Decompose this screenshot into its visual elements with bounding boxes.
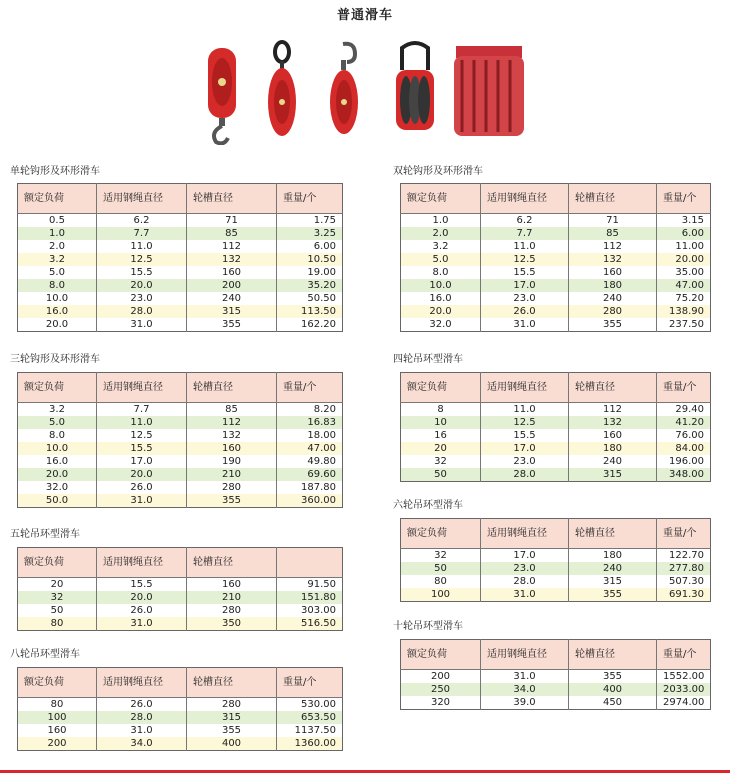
cell: 237.50 [657, 318, 711, 332]
cell: 400 [569, 683, 657, 696]
cell: 8.0 [18, 429, 97, 442]
table-row [18, 240, 343, 253]
cell: 32 [401, 549, 481, 563]
cell: 132 [569, 416, 657, 429]
table-row [401, 227, 711, 240]
cell: 34.0 [481, 683, 569, 696]
section-label-ten: 十轮吊环型滑车 [393, 621, 463, 632]
cell: 691.30 [657, 588, 711, 602]
table-row [18, 416, 343, 429]
cell: 355 [187, 494, 277, 508]
header-cell: 重量/个 [277, 668, 343, 698]
cell: 0.5 [18, 214, 97, 228]
cell: 49.80 [277, 455, 343, 468]
cell: 200 [18, 737, 97, 751]
table-row [401, 588, 711, 602]
table-header-row [18, 548, 343, 578]
hook-pulley-block-image [325, 40, 365, 145]
cell: 160 [187, 442, 277, 455]
cell: 112 [187, 416, 277, 429]
cell: 240 [569, 455, 657, 468]
cell: 132 [569, 253, 657, 266]
table-row [18, 455, 343, 468]
cell: 31.0 [481, 588, 569, 602]
cell: 355 [187, 318, 277, 332]
cell: 355 [569, 588, 657, 602]
table-row [18, 214, 343, 228]
cell: 20 [401, 442, 481, 455]
table-row [401, 305, 711, 318]
cell: 280 [187, 604, 277, 617]
cell: 112 [569, 240, 657, 253]
cell: 6.2 [97, 214, 187, 228]
cell: 180 [569, 279, 657, 292]
cell: 315 [187, 305, 277, 318]
cell: 26.0 [481, 305, 569, 318]
header-cell: 重量/个 [657, 640, 711, 670]
table-row [401, 429, 711, 442]
table-row [18, 494, 343, 508]
cell: 196.00 [657, 455, 711, 468]
cell: 11.0 [97, 416, 187, 429]
table-row [401, 549, 711, 563]
cell: 91.50 [277, 578, 343, 592]
cell: 10 [401, 416, 481, 429]
cell: 50 [401, 562, 481, 575]
cell: 2.0 [18, 240, 97, 253]
cell: 1.0 [401, 214, 481, 228]
cell: 20.0 [18, 468, 97, 481]
cell: 160 [187, 578, 277, 592]
cell: 85 [187, 227, 277, 240]
cell: 16.0 [401, 292, 481, 305]
cell: 35.20 [277, 279, 343, 292]
section-label-five: 五轮吊环型滑车 [10, 529, 80, 540]
cell: 180 [569, 549, 657, 563]
header-cell: 额定负荷 [401, 640, 481, 670]
cell: 1360.00 [277, 737, 343, 751]
cell: 15.5 [97, 266, 187, 279]
cell: 20.0 [401, 305, 481, 318]
table-row [401, 442, 711, 455]
header-cell: 轮槽直径 [569, 519, 657, 549]
header-cell: 重量/个 [277, 184, 343, 214]
cell: 112 [187, 240, 277, 253]
cell: 15.5 [97, 578, 187, 592]
cell: 28.0 [97, 305, 187, 318]
table-row [18, 578, 343, 592]
section-label-six: 六轮吊环型滑车 [393, 500, 463, 511]
cell: 80 [18, 698, 97, 712]
cell: 160 [569, 429, 657, 442]
cell: 47.00 [657, 279, 711, 292]
cell: 240 [187, 292, 277, 305]
cell: 280 [187, 481, 277, 494]
cell: 355 [569, 318, 657, 332]
table-header-row [401, 373, 711, 403]
header-cell: 适用钢绳直径 [481, 519, 569, 549]
header-cell: 额定负荷 [18, 373, 97, 403]
cell: 151.80 [277, 591, 343, 604]
cell: 20.0 [97, 468, 187, 481]
cell: 50 [18, 604, 97, 617]
table-row [401, 455, 711, 468]
cell: 5.0 [401, 253, 481, 266]
cell: 7.7 [97, 227, 187, 240]
cell: 400 [187, 737, 277, 751]
cell: 240 [569, 562, 657, 575]
cell: 28.0 [481, 575, 569, 588]
table-row [401, 214, 711, 228]
table-row [18, 403, 343, 417]
cell: 360.00 [277, 494, 343, 508]
table-row [18, 737, 343, 751]
cell: 47.00 [277, 442, 343, 455]
header-cell: 轮槽直径 [187, 184, 277, 214]
table-row [401, 240, 711, 253]
cell: 71 [187, 214, 277, 228]
cell: 15.5 [481, 429, 569, 442]
cell: 100 [401, 588, 481, 602]
section-label-double: 双轮钩形及环形滑车 [393, 166, 483, 177]
cell: 240 [569, 292, 657, 305]
cell: 28.0 [481, 468, 569, 482]
cell: 3.25 [277, 227, 343, 240]
cell: 20 [18, 578, 97, 592]
cell: 32.0 [401, 318, 481, 332]
spec-table-single [17, 183, 343, 332]
cell: 190 [187, 455, 277, 468]
header-cell: 额定负荷 [401, 373, 481, 403]
header-cell: 额定负荷 [401, 184, 481, 214]
header-cell: 额定负荷 [401, 519, 481, 549]
cell: 315 [569, 575, 657, 588]
cell: 26.0 [97, 481, 187, 494]
cell: 303.00 [277, 604, 343, 617]
cell: 138.90 [657, 305, 711, 318]
table-row [401, 468, 711, 482]
cell: 31.0 [97, 617, 187, 631]
spec-table-six [400, 518, 711, 602]
table-row [18, 279, 343, 292]
cell: 17.0 [481, 279, 569, 292]
spec-table-double [400, 183, 711, 332]
cell: 250 [401, 683, 481, 696]
cell: 10.50 [277, 253, 343, 266]
table-row [401, 562, 711, 575]
table-row [401, 696, 711, 710]
cell: 20.0 [97, 591, 187, 604]
single-pulley-hook-block-image [200, 40, 245, 145]
cell: 17.0 [481, 442, 569, 455]
cell: 31.0 [97, 318, 187, 332]
section-label-eight: 八轮吊环型滑车 [10, 649, 80, 660]
table-header-row [18, 668, 343, 698]
cell: 2974.00 [657, 696, 711, 710]
cell: 132 [187, 429, 277, 442]
cell: 3.2 [18, 253, 97, 266]
header-cell: 重量/个 [277, 373, 343, 403]
header-cell: 适用钢绳直径 [481, 373, 569, 403]
cell: 12.5 [481, 416, 569, 429]
cell: 16.83 [277, 416, 343, 429]
table-row [18, 604, 343, 617]
page-title: 普通滑车 [336, 8, 393, 23]
spec-table-eight [17, 667, 343, 751]
cell: 20.0 [18, 318, 97, 332]
header-cell: 轮槽直径 [187, 373, 277, 403]
cell: 32 [401, 455, 481, 468]
cell: 31.0 [97, 724, 187, 737]
cell: 355 [569, 670, 657, 684]
header-cell: 适用钢绳直径 [481, 640, 569, 670]
cell: 8 [401, 403, 481, 417]
table-header-row [18, 373, 343, 403]
cell: 6.2 [481, 214, 569, 228]
cell: 1137.50 [277, 724, 343, 737]
bottom-accent-line [0, 770, 730, 773]
cell: 122.70 [657, 549, 711, 563]
header-cell: 重量/个 [657, 519, 711, 549]
header-cell: 适用钢绳直径 [97, 548, 187, 578]
cell: 530.00 [277, 698, 343, 712]
spec-table-triple [17, 372, 343, 508]
section-label-four: 四轮吊环型滑车 [393, 354, 463, 365]
cell: 11.0 [481, 240, 569, 253]
cell: 315 [569, 468, 657, 482]
cell: 3.2 [401, 240, 481, 253]
header-cell [277, 548, 343, 578]
cell: 1552.00 [657, 670, 711, 684]
cell: 39.0 [481, 696, 569, 710]
table-row [18, 253, 343, 266]
cell: 516.50 [277, 617, 343, 631]
cell: 160 [187, 266, 277, 279]
cell: 76.00 [657, 429, 711, 442]
cell: 32.0 [18, 481, 97, 494]
table-row [401, 575, 711, 588]
cell: 1.0 [18, 227, 97, 240]
table-header-row [401, 640, 711, 670]
cell: 6.00 [277, 240, 343, 253]
table-row [18, 698, 343, 712]
cell: 32 [18, 591, 97, 604]
table-row [401, 253, 711, 266]
cell: 20.0 [97, 279, 187, 292]
cell: 7.7 [481, 227, 569, 240]
table-row [18, 266, 343, 279]
table-row [18, 481, 343, 494]
spec-table-ten [400, 639, 711, 710]
ring-pulley-block-image [263, 40, 301, 145]
cell: 23.0 [97, 292, 187, 305]
cell: 23.0 [481, 455, 569, 468]
cell: 5.0 [18, 416, 97, 429]
cell: 35.00 [657, 266, 711, 279]
table-row [18, 318, 343, 332]
cell: 80 [18, 617, 97, 631]
cell: 15.5 [97, 442, 187, 455]
cell: 11.0 [481, 403, 569, 417]
cell: 6.00 [657, 227, 711, 240]
cell: 17.0 [97, 455, 187, 468]
cell: 85 [569, 227, 657, 240]
cell: 10.0 [18, 442, 97, 455]
cell: 653.50 [277, 711, 343, 724]
header-cell: 轮槽直径 [187, 668, 277, 698]
table-row [401, 279, 711, 292]
cell: 85 [187, 403, 277, 417]
cell: 162.20 [277, 318, 343, 332]
cell: 29.40 [657, 403, 711, 417]
cell: 320 [401, 696, 481, 710]
cell: 100 [18, 711, 97, 724]
cell: 277.80 [657, 562, 711, 575]
cell: 3.2 [18, 403, 97, 417]
header-cell: 额定负荷 [18, 184, 97, 214]
cell: 12.5 [481, 253, 569, 266]
section-label-triple: 三轮钩形及环形滑车 [10, 354, 100, 365]
cell: 210 [187, 591, 277, 604]
cell: 12.5 [97, 253, 187, 266]
cell: 75.20 [657, 292, 711, 305]
section-label-single: 单轮钩形及环形滑车 [10, 166, 100, 177]
table-row [18, 227, 343, 240]
table-header-row [401, 184, 711, 214]
cell: 160 [569, 266, 657, 279]
cell: 113.50 [277, 305, 343, 318]
cell: 23.0 [481, 562, 569, 575]
cell: 280 [569, 305, 657, 318]
cell: 3.15 [657, 214, 711, 228]
cell: 348.00 [657, 468, 711, 482]
spec-table-four [400, 372, 711, 482]
cell: 8.0 [18, 279, 97, 292]
cell: 26.0 [97, 604, 187, 617]
cell: 17.0 [481, 549, 569, 563]
cell: 507.30 [657, 575, 711, 588]
cell: 187.80 [277, 481, 343, 494]
cell: 11.0 [97, 240, 187, 253]
cell: 200 [187, 279, 277, 292]
cell: 41.20 [657, 416, 711, 429]
cell: 8.0 [401, 266, 481, 279]
cell: 180 [569, 442, 657, 455]
multi-sheave-ring-block-image [390, 40, 440, 145]
header-cell: 轮槽直径 [187, 548, 277, 578]
cell: 315 [187, 711, 277, 724]
header-cell: 轮槽直径 [569, 184, 657, 214]
header-cell: 重量/个 [657, 373, 711, 403]
header-cell: 适用钢绳直径 [97, 668, 187, 698]
cell: 28.0 [97, 711, 187, 724]
cell: 160 [18, 724, 97, 737]
table-row [401, 670, 711, 684]
cell: 71 [569, 214, 657, 228]
cell: 112 [569, 403, 657, 417]
cell: 84.00 [657, 442, 711, 455]
table-row [401, 416, 711, 429]
cell: 26.0 [97, 698, 187, 712]
header-cell: 额定负荷 [18, 548, 97, 578]
cell: 280 [187, 698, 277, 712]
cell: 10.0 [401, 279, 481, 292]
cell: 31.0 [481, 318, 569, 332]
cell: 31.0 [97, 494, 187, 508]
cell: 355 [187, 724, 277, 737]
cell: 34.0 [97, 737, 187, 751]
table-row [401, 403, 711, 417]
product-image-strip [195, 40, 555, 145]
table-row [18, 711, 343, 724]
cell: 16.0 [18, 455, 97, 468]
table-row [18, 591, 343, 604]
table-header-row [401, 519, 711, 549]
cell: 16 [401, 429, 481, 442]
cell: 50 [401, 468, 481, 482]
header-cell: 轮槽直径 [569, 373, 657, 403]
cell: 7.7 [97, 403, 187, 417]
cell: 69.60 [277, 468, 343, 481]
cell: 5.0 [18, 266, 97, 279]
header-cell: 适用钢绳直径 [481, 184, 569, 214]
cell: 450 [569, 696, 657, 710]
cell: 2.0 [401, 227, 481, 240]
spec-table-five [17, 547, 343, 631]
cell: 8.20 [277, 403, 343, 417]
header-cell: 适用钢绳直径 [97, 184, 187, 214]
cell: 10.0 [18, 292, 97, 305]
cell: 50.0 [18, 494, 97, 508]
cell: 80 [401, 575, 481, 588]
table-row [18, 617, 343, 631]
table-row [401, 292, 711, 305]
cell: 350 [187, 617, 277, 631]
cell: 23.0 [481, 292, 569, 305]
cell: 11.00 [657, 240, 711, 253]
cell: 50.50 [277, 292, 343, 305]
table-row [401, 318, 711, 332]
header-cell: 轮槽直径 [569, 640, 657, 670]
table-row [18, 724, 343, 737]
cell: 19.00 [277, 266, 343, 279]
table-row [401, 683, 711, 696]
cell: 31.0 [481, 670, 569, 684]
table-row [401, 266, 711, 279]
cell: 18.00 [277, 429, 343, 442]
cell: 12.5 [97, 429, 187, 442]
header-cell: 额定负荷 [18, 668, 97, 698]
cell: 132 [187, 253, 277, 266]
ten-sheave-ring-block-image [450, 40, 530, 145]
table-row [18, 429, 343, 442]
cell: 2033.00 [657, 683, 711, 696]
header-cell: 适用钢绳直径 [97, 373, 187, 403]
table-row [18, 468, 343, 481]
cell: 15.5 [481, 266, 569, 279]
cell: 200 [401, 670, 481, 684]
table-row [18, 442, 343, 455]
table-row [18, 292, 343, 305]
table-row [18, 305, 343, 318]
table-header-row [18, 184, 343, 214]
cell: 20.00 [657, 253, 711, 266]
cell: 210 [187, 468, 277, 481]
header-cell: 重量/个 [657, 184, 711, 214]
cell: 16.0 [18, 305, 97, 318]
cell: 1.75 [277, 214, 343, 228]
